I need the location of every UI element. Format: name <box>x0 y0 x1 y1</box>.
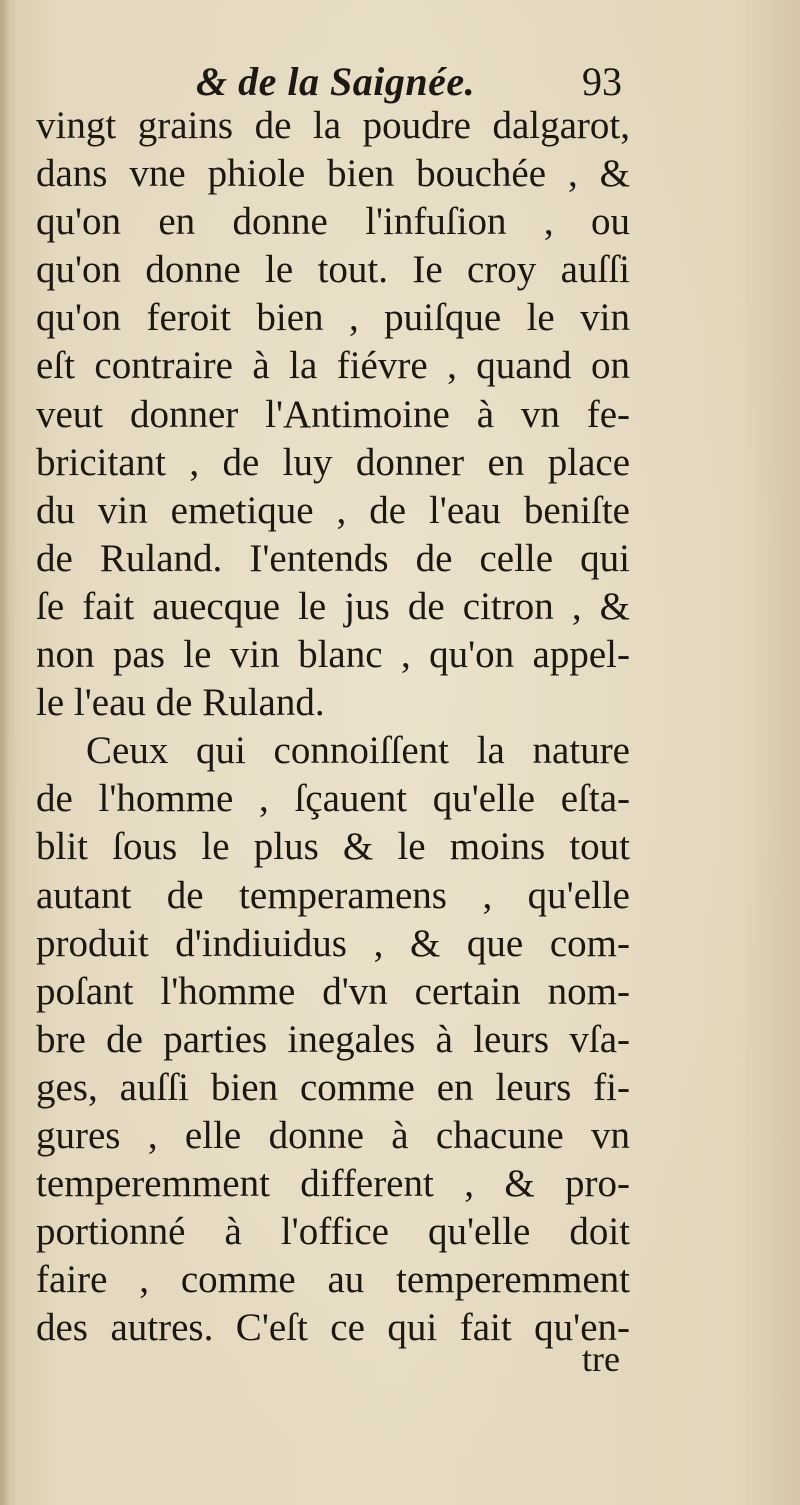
text-line: vingt grains de la poudre dalgarot, <box>36 104 630 147</box>
text-line: des autres. C'eſt ce qui fait qu'en- <box>36 1306 630 1350</box>
text-line: ſe fait auecque le jus de citron , & <box>36 584 630 628</box>
page-edge-shadow <box>0 0 10 1505</box>
text-line: de Ruland. I'entends de celle qui <box>36 536 630 580</box>
text-line: qu'on donne le tout. Ie croy auſſi <box>36 248 630 292</box>
text-line: le l'eau de Ruland. <box>36 681 325 725</box>
text-line: gures , elle donne à chacune vn <box>36 1113 630 1157</box>
text-line: temperemment different , & pro- <box>36 1162 630 1206</box>
text-line: eſt contraire à la fiévre , quand on <box>36 344 630 388</box>
text-line: veut donner l'Antimoine à vn fe- <box>36 392 630 436</box>
text-line: blit ſous le plus & le moins tout <box>36 825 630 869</box>
text-line: du vin emetique , de l'eau beniſte <box>36 488 630 532</box>
text-line: portionné à l'office qu'elle doit <box>36 1210 630 1254</box>
text-line: autant de temperamens , qu'elle <box>36 873 630 917</box>
page-header <box>36 58 630 108</box>
text-line: faire , comme au temperemment <box>36 1258 630 1302</box>
text-line: poſant l'homme d'vn certain nom- <box>36 969 630 1013</box>
body-text <box>36 102 630 1352</box>
catchword: tre <box>582 1339 620 1379</box>
text-line: qu'on feroit bien , puiſque le vin <box>36 296 630 340</box>
page-number: 93 <box>582 59 622 104</box>
text-line: non pas le vin blanc , qu'on appel- <box>36 633 630 677</box>
text-line: bre de parties inegales à leurs vſa- <box>36 1017 630 1061</box>
text-line: dans vne phiole bien bouchée , & <box>36 152 630 196</box>
text-line: produit d'indiuidus , & que com- <box>36 921 630 965</box>
text-line: qu'on en donne l'infuſion , ou <box>36 200 630 244</box>
text-line: ges, auſſi bien comme en leurs fi- <box>36 1065 630 1109</box>
text-line: bricitant , de luy donner en place <box>36 440 630 484</box>
text-line: de l'homme , ſçauent qu'elle eſta- <box>36 777 630 821</box>
running-head: & de la Saignée. <box>196 59 476 104</box>
text-line: Ceux qui connoiſſent la nature <box>86 729 630 773</box>
